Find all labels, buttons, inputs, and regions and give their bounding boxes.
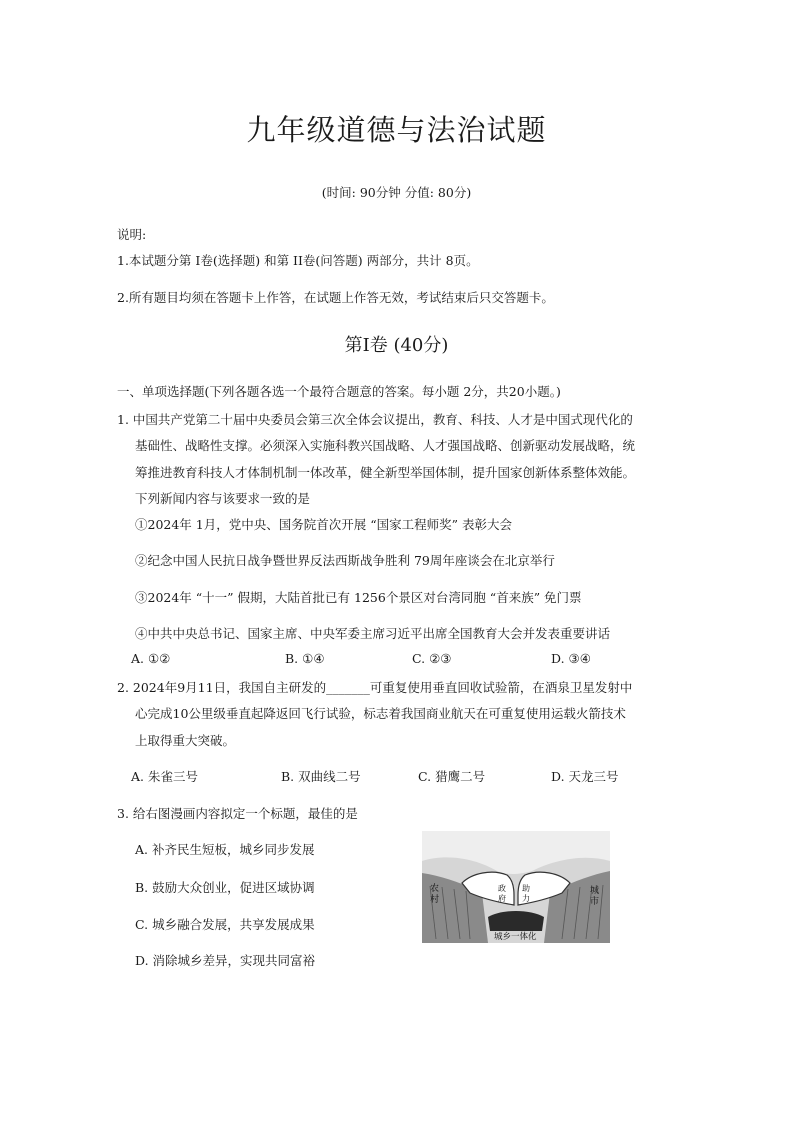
q1-option-c: C. ②③ [412, 651, 452, 666]
q1-statement: ③2024年 “十一” 假期，大陆首批已有 1256个景区对台湾同胞 “首来族” 免门票 [135, 590, 582, 605]
rural-label: 农 [430, 884, 440, 894]
q1-stem-line: 筹推进教育科技人才体制机制一体改革，健全新型举国体制，提升国家创新体系整体效能。 [135, 465, 636, 480]
government-label: 府 [498, 894, 506, 903]
q2-option-c: C. 猎鹰二号 [418, 769, 486, 784]
q2-stem-line: 2. 2024年9月11日，我国自主研发的_______可重复使用垂直回收试验箭，在酒泉卫星发射中 [117, 680, 633, 695]
note-item: 2.所有题目均须在答题卡上作答，在试题上作答无效，考试结束后只交答题卡。 [117, 290, 554, 305]
q3-stem: 3. 给右图漫画内容拟定一个标题，最佳的是 [117, 806, 358, 821]
q3-option-a: A. 补齐民生短板，城乡同步发展 [135, 842, 315, 857]
q3-option-b: B. 鼓励大众创业，促进区域协调 [135, 880, 315, 895]
government-label: 政 [498, 884, 506, 893]
q2-option-d: D. 天龙三号 [551, 769, 619, 784]
q1-statement: ④中共中央总书记、国家主席、中央军委主席习近平出席全国教育大会并发表重要讲话 [135, 626, 611, 641]
exam-info: (时间: 90分钟 分值: 80分) [321, 185, 472, 200]
part-instruction: 一、单项选择题(下列各题各选一个最符合题意的答案。每小题 2分，共20小题。) [117, 384, 561, 399]
gap-shadow [488, 911, 544, 931]
q1-stem-line: 基础性、战略性支撑。必须深入实施科教兴国战略、人才强国战略、创新驱动发展战略，统 [135, 438, 636, 453]
q1-stem-line: 下列新闻内容与该要求一致的是 [135, 491, 311, 506]
city-label: 城 [590, 886, 600, 896]
city-label: 市 [590, 897, 600, 907]
q3-option-c: C. 城乡融合发展，共享发展成果 [135, 917, 315, 932]
q1-stem-line: 1. 中国共产党第二十届中央委员会第三次全体会议提出，教育、科技、人才是中国式现代化的 [117, 412, 633, 427]
q2-stem-line: 心完成10公里级垂直起降返回飞行试验，标志着我国商业航天在可重复使用运载火箭技术 [135, 706, 626, 721]
rural-label: 村 [430, 895, 440, 905]
q2-stem-line: 上取得重大突破。 [135, 733, 236, 748]
q2-option-b: B. 双曲线二号 [281, 769, 361, 784]
q3-option-d: D. 消除城乡差异，实现共同富裕 [135, 953, 316, 968]
integration-label: 城乡一体化 [494, 932, 537, 942]
q1-statement: ①2024年 1月，党中央、国务院首次开展 “国家工程师奖” 表彰大会 [135, 517, 512, 532]
page-title: 九年级道德与法治试题 [246, 113, 547, 147]
cartoon-illustration [422, 831, 610, 943]
notes-heading: 说明: [117, 227, 147, 242]
q1-option-b: B. ①④ [285, 651, 325, 666]
q1-option-d: D. ③④ [551, 651, 591, 666]
q2-option-a: A. 朱雀三号 [131, 769, 198, 784]
help-label: 力 [522, 894, 530, 903]
help-label: 助 [522, 884, 530, 893]
q1-option-a: A. ①② [131, 651, 171, 666]
section-title: 第I卷 (40分) [344, 335, 449, 356]
q1-statement: ②纪念中国人民抗日战争暨世界反法西斯战争胜利 79周年座谈会在北京举行 [135, 553, 555, 568]
note-item: 1.本试题分第 I卷(选择题) 和第 II卷(问答题) 两部分，共计 8页。 [117, 253, 479, 268]
